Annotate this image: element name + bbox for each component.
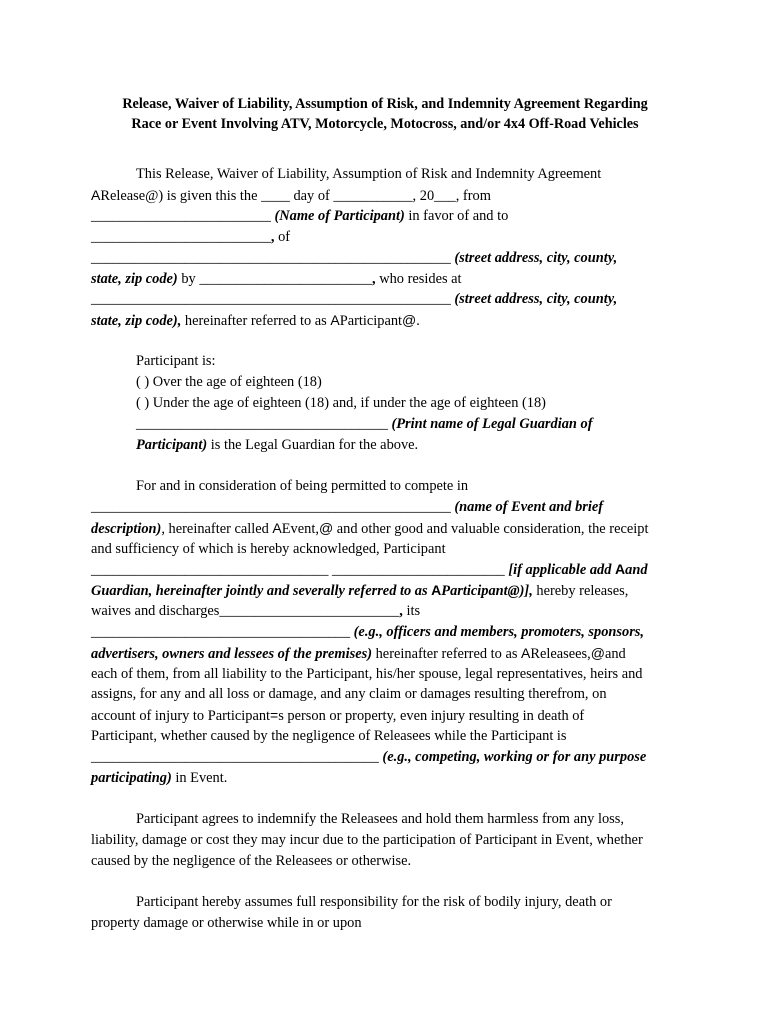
p1-line-8: state, zip code), hereinafter referred to as AParticipant@. [91, 312, 420, 329]
checkbox-over-18[interactable]: ( ) Over the age of eighteen (18) [136, 374, 322, 390]
p3-line-3: description), hereinafter called AEvent,@ and other good and valuable consideration, the receipt [91, 520, 649, 537]
p5-line-2: property damage or otherwise while in or upon [91, 915, 362, 931]
p1-line-4: _________________________, of [91, 229, 291, 245]
p1-line-2: ARelease@) is given this the ____ day of ___________, 20___, from [91, 187, 491, 204]
title-line-1: Release, Waiver of Liability, Assumption of Risk, and Indemnity Agreement Regarding [122, 96, 648, 112]
p3-line-6: Guardian, hereinafter jointly and severally referred to as AParticipant@)], hereby releases, [91, 582, 629, 599]
p3-line-14: ________________________________________ (e.g., competing, working or for any purpose [91, 749, 647, 765]
p3-line-5: _________________________________ ________________________ [if applicable add Aand [91, 561, 648, 578]
p3-line-10: each of them, from all liability to the Participant, his/her spouse, legal representatives, heirs and [91, 666, 643, 682]
p4-line-2: liability, damage or cost they may incur due to the participation of Participant in Event, whether [91, 832, 643, 848]
p3-line-8: ____________________________________ (e.g., officers and members, promoters, sponsors, [91, 624, 644, 640]
p1-line-3: _________________________ (Name of Participant) in favor of and to [91, 208, 509, 224]
p4-line-1: Participant agrees to indemnify the Releasees and hold them harmless from any loss, [136, 811, 624, 827]
p3-line-9: advertisers, owners and lessees of the premises) hereinafter referred to as AReleasees,@and [91, 645, 626, 662]
p1-line-1: This Release, Waiver of Liability, Assumption of Risk and Indemnity Agreement [136, 166, 602, 182]
p4-line-3: caused by the negligence of the Releasees or otherwise. [91, 853, 412, 869]
p1-line-6: state, zip code) by ________________________, who resides at [91, 271, 462, 287]
document-title [60, 94, 710, 134]
p2-line-4: ___________________________________ (Print name of Legal Guardian of [136, 416, 593, 432]
p3-line-13: Participant, whether caused by the negligence of Releasees while the Participant is [91, 728, 567, 744]
p3-line-11: assigns, for any and all loss or damage, and any claim or damages resulting therefrom, on [91, 686, 607, 702]
p3-line-2: __________________________________________________ (name of Event and brief [91, 499, 604, 515]
p3-line-15: participating) in Event. [91, 770, 228, 786]
p5-line-1: Participant hereby assumes full responsibility for the risk of bodily injury, death or [136, 894, 612, 910]
p1-line-5: __________________________________________________ (street address, city, county, [91, 250, 618, 266]
p3-line-1: For and in consideration of being permitted to compete in [136, 478, 469, 494]
p1-line-7: __________________________________________________ (street address, city, county, [91, 291, 618, 307]
title-line-2: Race or Event Involving ATV, Motorcycle, Motocross, and/or 4x4 Off-Road Vehicles [131, 116, 639, 132]
p2-line-5: Participant) is the Legal Guardian for the above. [136, 437, 419, 453]
p2-line-1: Participant is: [136, 353, 216, 369]
p3-line-4: and sufficiency of which is hereby acknowledged, Participant [91, 541, 446, 557]
p3-line-12: account of injury to Participant=s person or property, even injury resulting in death of [91, 707, 585, 724]
p3-line-7: waives and discharges_________________________, its [91, 603, 421, 619]
checkbox-under-18[interactable]: ( ) Under the age of eighteen (18) and, if under the age of eighteen (18) [136, 395, 546, 411]
